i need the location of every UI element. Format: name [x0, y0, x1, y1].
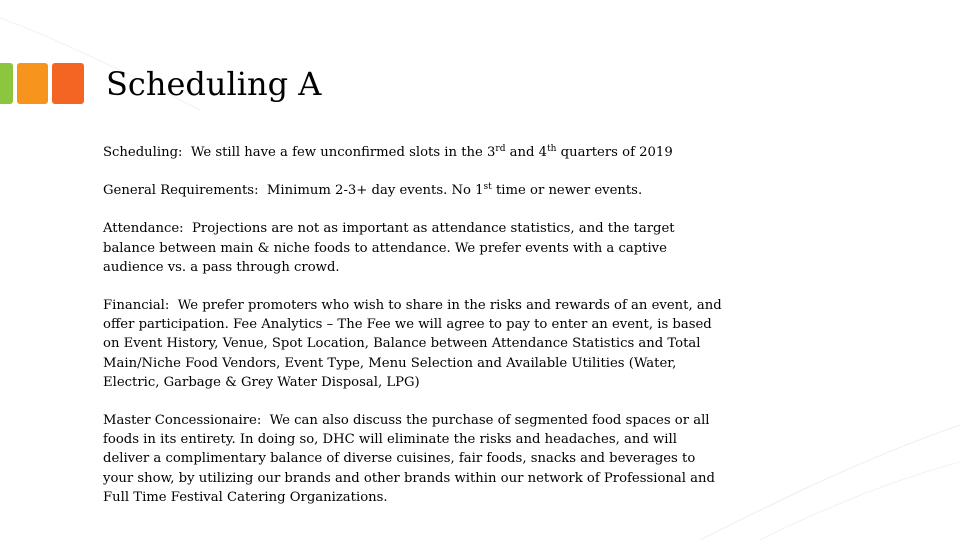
scheduling-text-before: We still have a few unconfirmed slots in the 3 — [190, 145, 496, 160]
slide-title: Scheduling A — [106, 65, 322, 103]
financial-label: Financial: — [103, 298, 170, 314]
scheduling-text-after: quarters of 2019 — [556, 145, 673, 160]
general-label: General Requirements: — [103, 183, 259, 199]
paragraph-scheduling — [103, 143, 723, 162]
decorative-curve-bottom-right-2 — [760, 462, 960, 540]
paragraph-financial — [103, 296, 723, 392]
master-text: We can also discuss the purchase of segmented food spaces or all foods in its entirety. In doing so, DHC will eliminate the risks and headaches, and will deliver a complimentary balance of diverse cuisines, fair foods, snacks and beverages to your show, by utilizing our brands and other brands within our network of Professional and Full Time Festival Catering Organizations. — [103, 413, 715, 505]
general-sup-st: st — [483, 182, 492, 193]
paragraph-master-concessionaire — [103, 411, 723, 507]
financial-text: We prefer promoters who wish to share in the risks and rewards of an event, and offer participation. Fee Analytics – The Fee we will agree to pay to enter an event, is based on Event History, Venue, Spot Location, Balance between Attendance Statistics and Total Main/Niche Food Vendors, Event Type, Menu Selection and Available Utilities (Water, Electric, Garbage & Grey Water Disposal, LPG) — [103, 298, 722, 390]
scheduling-text-mid: and 4 — [505, 145, 548, 160]
paragraph-general-requirements — [103, 181, 723, 200]
attendance-text: Projections are not as important as attendance statistics, and the target balance between main & niche foods to attendance. We prefer events with a captive audience vs. a pass through crowd. — [103, 221, 675, 275]
master-label: Master Concessionaire: — [103, 413, 262, 429]
general-text-before: Minimum 2-3+ day events. No 1 — [266, 183, 484, 199]
scheduling-sup-th: th — [547, 144, 557, 154]
general-text-after: time or newer events. — [491, 183, 643, 199]
decorative-curve-bottom-right — [700, 425, 960, 540]
scheduling-sup-rd: rd — [495, 144, 506, 154]
paragraph-attendance — [103, 219, 723, 277]
accent-bar-green — [0, 63, 13, 104]
attendance-label: Attendance: — [103, 221, 184, 237]
slide-content — [103, 143, 723, 527]
accent-bar-orange — [17, 63, 48, 104]
scheduling-label: Scheduling: — [103, 145, 183, 160]
title-accent-bars — [0, 63, 90, 104]
accent-bar-dark-orange — [52, 63, 84, 104]
